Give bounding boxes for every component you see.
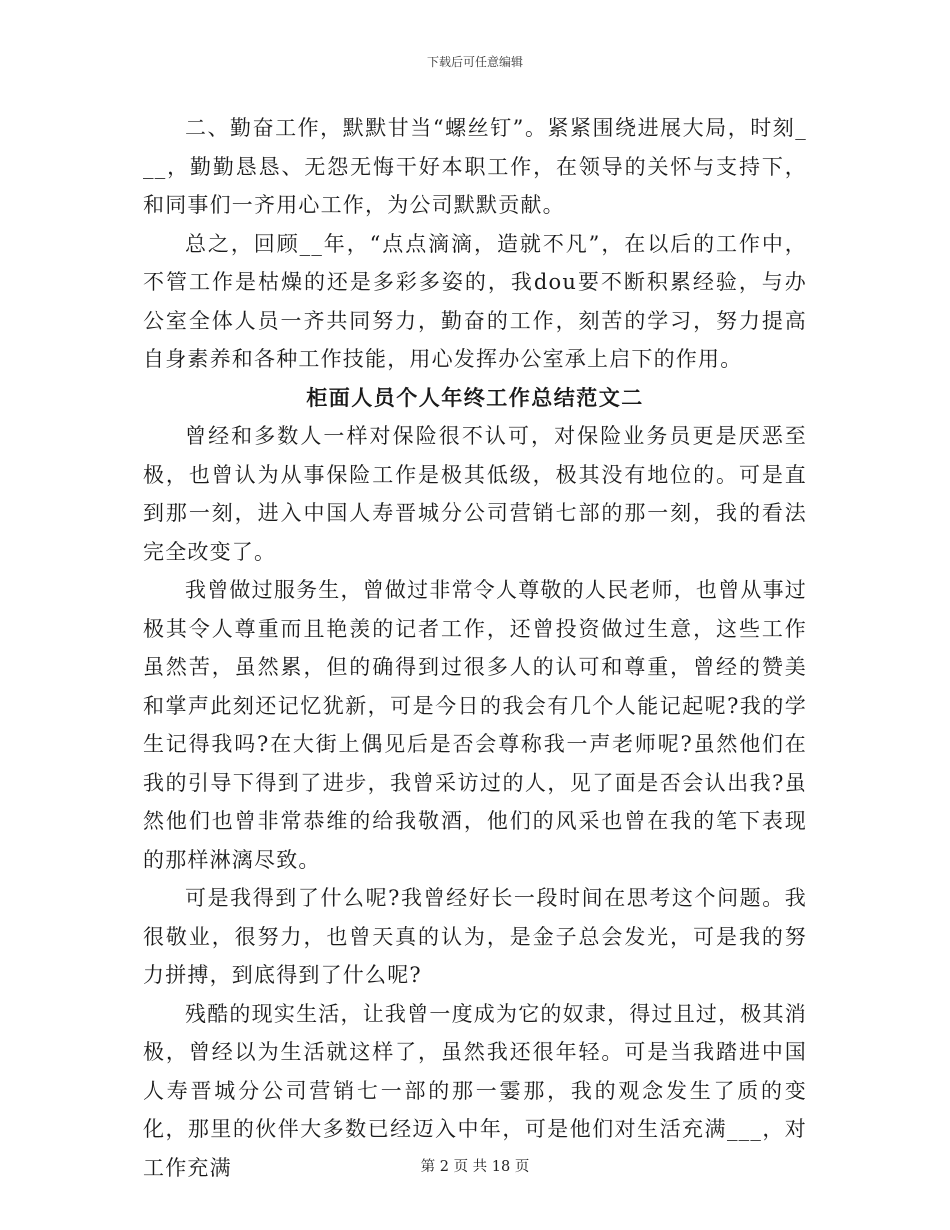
paragraph: 可是我得到了什么呢?我曾经好长一段时间在思考这个问题。我很敬业，很努力，也曾天真的认为，是金子总会发光，可是我的努力拼搏，到底得到了什么呢?	[143, 886, 807, 987]
paragraph: 残酷的现实生活，让我曾一度成为它的奴隶，得过且过，极其消极，曾经以为生活就这样了，虽然我还很年轻。可是当我踏进中国人寿晋城分公司营销七一部的那一霎那，我的观念发生了质的变化，那里的伙伴大多数已经迈入中年，可是他们对生活充满___，对工作充满	[143, 1001, 807, 1180]
document-body	[143, 109, 807, 1187]
paragraph: 曾经和多数人一样对保险很不认可，对保险业务员更是厌恶至极，也曾认为从事保险工作是极其低级，极其没有地位的。可是直到那一刻，进入中国人寿晋城分公司营销七部的那一刻，我的看法完全改变了。	[143, 424, 807, 564]
section-title: 柜面人员个人年终工作总结范文二	[306, 384, 644, 410]
page-header: 下载后可任意编辑	[426, 55, 523, 69]
paragraph: 二、勤奋工作，默默甘当“螺丝钉”。紧紧围绕进展大局，时刻___，勤勤恳恳、无怨无悔干好本职工作，在领导的关怀与支持下，和同事们一齐用心工作，为公司默默贡献。	[143, 116, 807, 217]
paragraph: 我曾做过服务生，曾做过非常令人尊敬的人民老师，也曾从事过极其令人尊重而且艳羡的记者工作，还曾投资做过生意，这些工作虽然苦，虽然累，但的确得到过很多人的认可和尊重，曾经的赞美和掌声此刻还记忆犹新，可是今日的我会有几个人能记起呢?我的学生记得我吗?在大街上偶见后是否会尊称我一声老师呢?虽然他们在我的引导下得到了进步，我曾采访过的人，见了面是否会认出我?虽然他们也曾非常恭维的给我敬酒，他们的风采也曾在我的笔下表现的那样淋漓尽致。	[143, 578, 807, 872]
page-footer: 第 2 页 共 18 页	[420, 1159, 530, 1175]
paragraph: 总之，回顾__年，“点点滴滴，造就不凡”，在以后的工作中，不管工作是枯燥的还是多彩多姿的，我dou要不断积累经验，与办公室全体人员一齐共同努力，勤奋的工作，刻苦的学习，努力提高自身素养和各种工作技能，用心发挥办公室承上启下的作用。	[143, 231, 807, 371]
